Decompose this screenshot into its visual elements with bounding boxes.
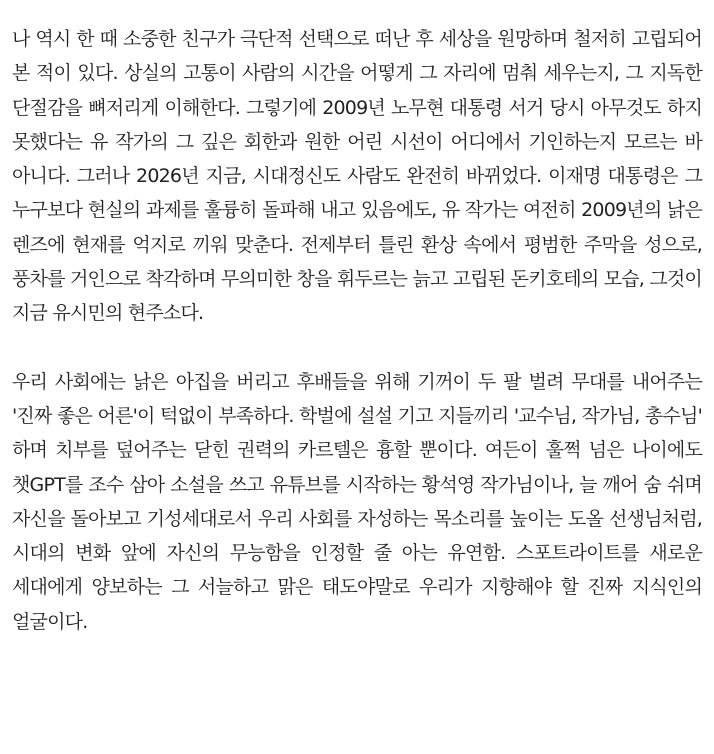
article-body bbox=[12, 22, 702, 639]
paragraph-1: 나 역시 한 때 소중한 친구가 극단적 선택으로 떠난 후 세상을 원망하며 철저히 고립되어 본 적이 있다. 상실의 고통이 사람의 시간을 어떻게 그 자리에 멈춰 세우는지, 그 지독한 단절감을 뼈저리게 이해한다. 그렇기에 2009년 노무현 대통령 서거 당시 아무것도 하지 못했다는 유 작가의 그 깊은 회한과 원한 어린 시선이 어디에서 기인하는지 모르는 바 아니다. 그러나 2026년 지금, 시대정신도 사람도 완전히 바뀌었다. 이재명 대통령은 그 누구보다 현실의 과제를 훌륭히 돌파해 내고 있음에도, 유 작가는 여전히 2009년의 낡은 렌즈에 현재를 억지로 끼워 맞춘다. 전제부터 틀린 환상 속에서 평범한 주막을 성으로, 풍차를 거인으로 착각하며 무의미한 창을 휘두르는 늙고 고립된 돈키호테의 모습, 그것이 지금 유시민의 현주소다. bbox=[12, 28, 702, 325]
paragraph-2: 우리 사회에는 낡은 아집을 버리고 후배들을 위해 기꺼이 두 팔 벌려 무대를 내어주는 '진짜 좋은 어른'이 턱없이 부족하다. 학벌에 설설 기고 지들끼리 '교수님, 작가님, 총수님' 하며 치부를 덮어주는 닫힌 권력의 카르텔은 흉할 뿐이다. 여든이 훌쩍 넘은 나이에도 챗GPT를 조수 삼아 소설을 쓰고 유튜브를 시작하는 황석영 작가님이나, 늘 깨어 숨 쉬며 자신을 돌아보고 기성세대로서 우리 사회를 자성하는 목소리를 높이는 도올 선생님처럼, 시대의 변화 앞에 자신의 무능함을 인정할 줄 아는 유연함. 스포트라이트를 새로운 세대에게 양보하는 그 서늘하고 맑은 태도야말로 우리가 지향해야 할 진짜 지식인의 얼굴이다. bbox=[12, 370, 702, 633]
